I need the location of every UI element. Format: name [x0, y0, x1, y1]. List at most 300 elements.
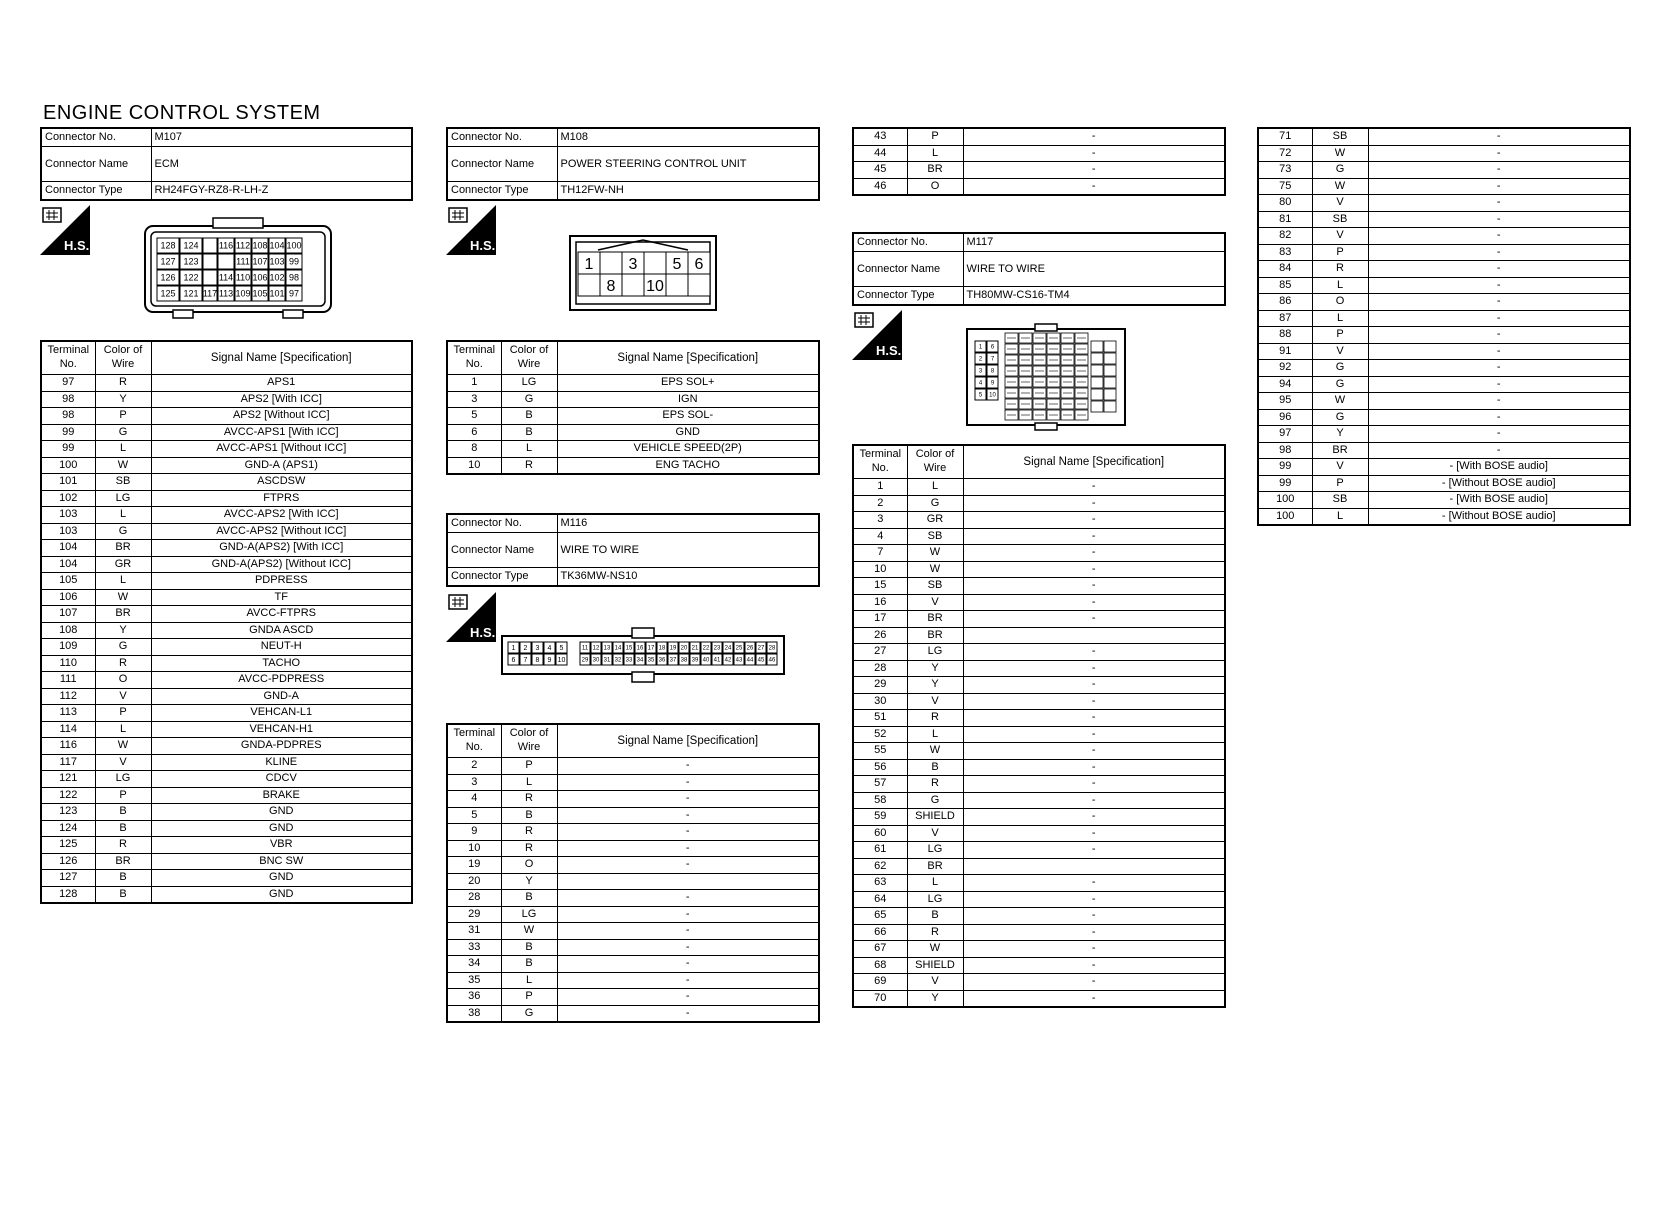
wire-color-cell: W: [1312, 145, 1368, 162]
signal-name-cell: BNC SW: [151, 853, 412, 870]
connector-pin-label: 3: [978, 368, 983, 375]
wire-color-cell: B: [501, 890, 557, 907]
table-row: [41, 655, 412, 672]
table-row: [41, 391, 412, 408]
wire-color-cell: V: [95, 754, 151, 771]
signal-name-cell: -: [963, 479, 1225, 496]
terminal-no-cell: 20: [447, 873, 501, 890]
table-row: [1258, 376, 1630, 393]
connector-pin-label: 99: [288, 256, 300, 267]
wire-color-cell: O: [95, 672, 151, 689]
connector-pin-label: 103: [269, 256, 285, 267]
wire-color-cell: P: [501, 758, 557, 775]
signal-name-cell: EPS SOL+: [557, 375, 819, 392]
table-row: [41, 804, 412, 821]
terminal-no-cell: 107: [41, 606, 95, 623]
terminal-table-m116: [446, 723, 820, 1023]
table-row: [447, 824, 819, 841]
connector-pin-label: 104: [269, 240, 285, 251]
signal-name-cell: -: [1368, 442, 1630, 459]
signal-name-cell: - [Without BOSE audio]: [1368, 475, 1630, 492]
connector-pin-label: 45: [757, 657, 765, 664]
wire-color-cell: L: [95, 441, 151, 458]
terminal-no-cell: 86: [1258, 294, 1312, 311]
table-row: [1258, 178, 1630, 195]
signal-name-cell: CDCV: [151, 771, 412, 788]
page-title: ENGINE CONTROL SYSTEM: [43, 102, 321, 124]
terminal-no-cell: 45: [853, 162, 907, 179]
header-color-of-wire: Color of Wire: [501, 341, 557, 375]
table-row: [41, 540, 412, 557]
table-row: [853, 545, 1225, 562]
wire-color-cell: W: [907, 561, 963, 578]
wire-color-cell: Y: [907, 990, 963, 1007]
table-row: [41, 556, 412, 573]
connector-pin-label: 14: [614, 645, 622, 652]
connector-m117-pin-diagram: [965, 323, 1127, 431]
terminal-no-cell: 60: [853, 825, 907, 842]
table-row: [447, 989, 819, 1006]
table-row: [41, 408, 412, 425]
connector-pin-label: 9: [990, 380, 995, 387]
connector-pin-label: 8: [606, 277, 616, 295]
signal-name-cell: -: [1368, 145, 1630, 162]
wire-color-cell: P: [95, 705, 151, 722]
table-row: [853, 825, 1225, 842]
connector-no-value: M107: [151, 128, 412, 147]
terminal-no-cell: 100: [41, 457, 95, 474]
signal-name-cell: -: [557, 939, 819, 956]
terminal-no-cell: 99: [41, 441, 95, 458]
connector-pin-label: 18: [658, 645, 666, 652]
terminal-no-cell: 106: [41, 589, 95, 606]
table-row: [853, 743, 1225, 760]
hs-badge-label: H.S.: [876, 343, 902, 358]
wire-color-cell: V: [1312, 343, 1368, 360]
signal-name-cell: -: [963, 660, 1225, 677]
signal-name-cell: GND: [151, 804, 412, 821]
header-terminal-no: Terminal No.: [447, 724, 501, 758]
wire-color-cell: G: [95, 424, 151, 441]
signal-name-cell: -: [963, 611, 1225, 628]
connector-pin-label: 10: [557, 657, 566, 665]
connector-pin: [1104, 377, 1116, 388]
connector-pin-label: 34: [636, 657, 644, 664]
connector-pin-label: 25: [735, 645, 743, 652]
terminal-no-cell: 1: [853, 479, 907, 496]
signal-name-cell: -: [1368, 360, 1630, 377]
connector-no-value: M117: [963, 233, 1225, 252]
table-row: [853, 842, 1225, 859]
signal-name-cell: -: [1368, 211, 1630, 228]
signal-name-cell: GND: [557, 424, 819, 441]
terminal-no-cell: 128: [41, 886, 95, 903]
terminal-no-cell: 94: [1258, 376, 1312, 393]
connector-pin-label: 19: [669, 645, 677, 652]
table-row: [1258, 360, 1630, 377]
wire-color-cell: BR: [907, 611, 963, 628]
table-row: [853, 495, 1225, 512]
terminal-no-cell: 62: [853, 858, 907, 875]
wire-color-cell: L: [501, 972, 557, 989]
connector-pin-label: 111: [236, 256, 250, 267]
header-color-of-wire: Color of Wire: [95, 341, 151, 375]
signal-name-cell: -: [963, 941, 1225, 958]
signal-name-cell: -: [557, 956, 819, 973]
table-row: [853, 875, 1225, 892]
connector-pin-label: 6: [990, 344, 995, 351]
connector-pin-label: 107: [252, 256, 268, 267]
header-terminal-no: Terminal No.: [447, 341, 501, 375]
connector-pin-label: 101: [269, 288, 285, 299]
wire-color-cell: V: [907, 594, 963, 611]
table-row: [853, 941, 1225, 958]
label-connector-no: Connector No.: [853, 233, 963, 252]
wire-color-cell: BR: [1312, 442, 1368, 459]
connector-pin-label: 112: [235, 240, 251, 251]
terminal-no-cell: 44: [853, 145, 907, 162]
wire-color-cell: L: [95, 721, 151, 738]
signal-name-cell: -: [963, 677, 1225, 694]
signal-name-cell: GND: [151, 870, 412, 887]
terminal-no-cell: 51: [853, 710, 907, 727]
signal-name-cell: -: [1368, 244, 1630, 261]
connector-type-value: TH12FW-NH: [557, 182, 819, 201]
connector-pin: [203, 254, 217, 269]
table-row: [447, 857, 819, 874]
wire-color-cell: V: [95, 688, 151, 705]
signal-name-cell: VEHCAN-L1: [151, 705, 412, 722]
header-signal-name: Signal Name [Specification]: [557, 724, 819, 758]
table-row: [447, 758, 819, 775]
terminal-no-cell: 63: [853, 875, 907, 892]
connector-pin-label: 5: [559, 645, 564, 653]
connector-pin: [1091, 365, 1103, 376]
signal-name-cell: NEUT-H: [151, 639, 412, 656]
table-row: [1258, 211, 1630, 228]
hs-badge-label: H.S.: [470, 238, 496, 253]
terminal-no-cell: 100: [1258, 508, 1312, 525]
terminal-no-cell: 29: [853, 677, 907, 694]
connector-pin-label: 7: [523, 657, 528, 665]
signal-name-cell: GND: [151, 886, 412, 903]
table-row: [41, 672, 412, 689]
terminal-no-cell: 109: [41, 639, 95, 656]
wire-color-cell: P: [95, 408, 151, 425]
connector-pin-label: 35: [647, 657, 655, 664]
wire-color-cell: L: [95, 507, 151, 524]
signal-name-cell: -: [557, 890, 819, 907]
signal-name-cell: -: [1368, 376, 1630, 393]
table-row: [853, 644, 1225, 661]
wire-color-cell: R: [95, 837, 151, 854]
terminal-no-cell: 64: [853, 891, 907, 908]
signal-name-cell: -: [1368, 310, 1630, 327]
connector-pin-label: 9: [547, 657, 552, 665]
wire-color-cell: BR: [907, 627, 963, 644]
terminal-no-cell: 73: [1258, 162, 1312, 179]
terminal-no-cell: 72: [1258, 145, 1312, 162]
wire-color-cell: G: [1312, 162, 1368, 179]
connector-pin-label: 3: [628, 255, 638, 273]
terminal-no-cell: 69: [853, 974, 907, 991]
terminal-no-cell: 95: [1258, 393, 1312, 410]
wire-color-cell: L: [1312, 508, 1368, 525]
signal-name-cell: GNDA ASCD: [151, 622, 412, 639]
terminal-no-cell: 122: [41, 787, 95, 804]
table-row: [447, 956, 819, 973]
table-row: [41, 886, 412, 903]
terminal-no-cell: 35: [447, 972, 501, 989]
table-row: [447, 890, 819, 907]
terminal-no-cell: 113: [41, 705, 95, 722]
connector-pin-label: 30: [592, 657, 600, 664]
signal-name-cell: -: [963, 495, 1225, 512]
table-row: [1258, 343, 1630, 360]
wire-color-cell: BR: [907, 858, 963, 875]
terminal-no-cell: 99: [1258, 459, 1312, 476]
connector-name-value: ECM: [151, 147, 412, 182]
table-row: [41, 837, 412, 854]
table-row: [1258, 244, 1630, 261]
connector-info-table: [446, 513, 820, 587]
connector-pin: [600, 252, 622, 274]
hs-badge-label: H.S.: [470, 625, 496, 640]
signal-name-cell: - [With BOSE audio]: [1368, 492, 1630, 509]
wire-color-cell: Y: [95, 391, 151, 408]
terminal-no-cell: 88: [1258, 327, 1312, 344]
terminal-no-cell: 127: [41, 870, 95, 887]
table-row: [41, 441, 412, 458]
signal-name-cell: -: [963, 128, 1225, 145]
connector-pin-label: 40: [702, 657, 710, 664]
signal-name-cell: -: [963, 578, 1225, 595]
table-row: [853, 809, 1225, 826]
terminal-no-cell: 5: [447, 408, 501, 425]
table-row: [853, 693, 1225, 710]
connector-pin-label: 4: [978, 380, 983, 387]
connector-pin-label: 3: [535, 645, 540, 653]
signal-name-cell: [963, 858, 1225, 875]
connector-pin: [688, 274, 710, 296]
wire-color-cell: G: [95, 639, 151, 656]
signal-name-cell: -: [557, 923, 819, 940]
table-row: [41, 490, 412, 507]
connector-pin-label: 6: [694, 255, 704, 273]
terminal-no-cell: 38: [447, 1005, 501, 1022]
wire-color-cell: W: [501, 923, 557, 940]
connector-pin: [218, 254, 234, 269]
connector-pin-label: 20: [680, 645, 688, 652]
table-row: [447, 457, 819, 474]
terminal-no-cell: 99: [41, 424, 95, 441]
connector-pin-label: 109: [235, 288, 251, 299]
table-row: [41, 424, 412, 441]
connector-pin-label: 39: [691, 657, 699, 664]
connector-no-value: M116: [557, 514, 819, 533]
table-row: [41, 573, 412, 590]
wire-color-cell: BR: [95, 540, 151, 557]
signal-name-cell: -: [963, 776, 1225, 793]
wire-color-cell: B: [95, 870, 151, 887]
terminal-no-cell: 17: [853, 611, 907, 628]
wire-color-cell: P: [1312, 475, 1368, 492]
terminal-no-cell: 8: [447, 441, 501, 458]
table-row: [853, 924, 1225, 941]
connector-pin-label: 1: [978, 344, 983, 351]
connector-pin-label: 116: [218, 240, 234, 251]
signal-name-cell: GND-A(APS2) [With ICC]: [151, 540, 412, 557]
signal-name-cell: IGN: [557, 391, 819, 408]
signal-name-cell: -: [1368, 277, 1630, 294]
connector-name-value: WIRE TO WIRE: [963, 252, 1225, 287]
terminal-no-cell: 28: [853, 660, 907, 677]
wire-color-cell: P: [907, 128, 963, 145]
connector-type-value: TH80MW-CS16-TM4: [963, 287, 1225, 306]
table-row: [1258, 294, 1630, 311]
connector-pin: [1091, 341, 1103, 352]
wire-color-cell: W: [907, 941, 963, 958]
terminal-no-cell: 46: [853, 178, 907, 195]
connector-pin-label: 127: [160, 256, 176, 267]
table-row: [853, 677, 1225, 694]
wire-color-cell: B: [95, 820, 151, 837]
wire-color-cell: SB: [1312, 492, 1368, 509]
terminal-no-cell: 66: [853, 924, 907, 941]
table-row: [41, 738, 412, 755]
connector-pin-label: 125: [160, 288, 176, 299]
connector-pin: [203, 270, 217, 285]
wire-color-cell: G: [907, 792, 963, 809]
signal-name-cell: -: [963, 743, 1225, 760]
table-row: [447, 391, 819, 408]
connector-pin-label: 97: [288, 288, 300, 299]
terminal-no-cell: 97: [41, 375, 95, 392]
connector-pin: [578, 274, 600, 296]
wire-color-cell: W: [1312, 393, 1368, 410]
connector-pin-label: 126: [160, 272, 176, 283]
hs-badge-icon: [852, 310, 902, 360]
table-row: [1258, 310, 1630, 327]
table-row: [41, 474, 412, 491]
header-terminal-no: Terminal No.: [41, 341, 95, 375]
connector-pin-label: 17: [647, 645, 655, 652]
header-color-of-wire: Color of Wire: [501, 724, 557, 758]
signal-name-cell: -: [963, 545, 1225, 562]
connector-pin-label: 42: [724, 657, 732, 664]
connector-pin-label: 46: [768, 657, 776, 664]
wire-color-cell: SB: [95, 474, 151, 491]
terminal-no-cell: 67: [853, 941, 907, 958]
terminal-no-cell: 27: [853, 644, 907, 661]
terminal-no-cell: 111: [41, 672, 95, 689]
connector-m116-pin-diagram: [500, 626, 786, 684]
terminal-no-cell: 104: [41, 540, 95, 557]
terminal-no-cell: 26: [853, 627, 907, 644]
table-row: [447, 873, 819, 890]
terminal-no-cell: 97: [1258, 426, 1312, 443]
wire-color-cell: SB: [1312, 128, 1368, 145]
table-row: [1258, 409, 1630, 426]
table-row: [853, 578, 1225, 595]
connector-pin: [1104, 353, 1116, 364]
terminal-no-cell: 114: [41, 721, 95, 738]
signal-name-cell: -: [1368, 128, 1630, 145]
terminal-no-cell: 108: [41, 622, 95, 639]
terminal-no-cell: 55: [853, 743, 907, 760]
terminal-no-cell: 58: [853, 792, 907, 809]
table-row: [1258, 261, 1630, 278]
wire-color-cell: G: [501, 1005, 557, 1022]
signal-name-cell: VEHICLE SPEED(2P): [557, 441, 819, 458]
connector-pin-label: 43: [735, 657, 743, 664]
header-signal-name: Signal Name [Specification]: [963, 445, 1225, 479]
header-signal-name: Signal Name [Specification]: [151, 341, 412, 375]
label-connector-type: Connector Type: [447, 568, 557, 587]
connector-type-value: TK36MW-NS10: [557, 568, 819, 587]
table-row: [1258, 327, 1630, 344]
signal-name-cell: -: [963, 710, 1225, 727]
connector-pin: [622, 274, 644, 296]
connector-pin-label: 41: [713, 657, 721, 664]
table-row: [447, 791, 819, 808]
wire-color-cell: SHIELD: [907, 809, 963, 826]
signal-name-cell: -: [963, 162, 1225, 179]
terminal-no-cell: 52: [853, 726, 907, 743]
table-row: [853, 957, 1225, 974]
terminal-no-cell: 98: [41, 391, 95, 408]
wire-color-cell: SB: [907, 528, 963, 545]
connector-pin-label: 8: [990, 368, 995, 375]
signal-name-cell: - [With BOSE audio]: [1368, 459, 1630, 476]
connector-m108-pin-diagram: [568, 230, 718, 312]
signal-name-cell: GND: [151, 820, 412, 837]
connector-pin-label: 15: [625, 645, 633, 652]
connector-pin: [203, 238, 217, 253]
signal-name-cell: -: [1368, 195, 1630, 212]
wire-color-cell: W: [95, 738, 151, 755]
signal-name-cell: VEHCAN-H1: [151, 721, 412, 738]
table-row: [853, 162, 1225, 179]
signal-name-cell: -: [557, 824, 819, 841]
terminal-no-cell: 117: [41, 754, 95, 771]
table-row: [447, 424, 819, 441]
terminal-no-cell: 56: [853, 759, 907, 776]
table-row: [1258, 508, 1630, 525]
connector-m108: [446, 127, 820, 201]
connector-pin-label: 102: [269, 272, 285, 283]
signal-name-cell: -: [963, 908, 1225, 925]
wire-color-cell: O: [501, 857, 557, 874]
connector-pin-label: 114: [218, 272, 234, 283]
terminal-no-cell: 103: [41, 507, 95, 524]
wire-color-cell: W: [95, 589, 151, 606]
wire-color-cell: V: [1312, 228, 1368, 245]
table-row: [41, 705, 412, 722]
label-connector-type: Connector Type: [447, 182, 557, 201]
table-row: [41, 853, 412, 870]
table-row: [853, 627, 1225, 644]
wire-color-cell: GR: [907, 512, 963, 529]
table-row: [41, 870, 412, 887]
signal-name-cell: -: [1368, 228, 1630, 245]
label-connector-no: Connector No.: [41, 128, 151, 147]
table-row: [1258, 442, 1630, 459]
connector-pin-label: 121: [183, 288, 199, 299]
signal-name-cell: -: [557, 774, 819, 791]
signal-name-cell: -: [557, 972, 819, 989]
wire-color-cell: L: [501, 441, 557, 458]
